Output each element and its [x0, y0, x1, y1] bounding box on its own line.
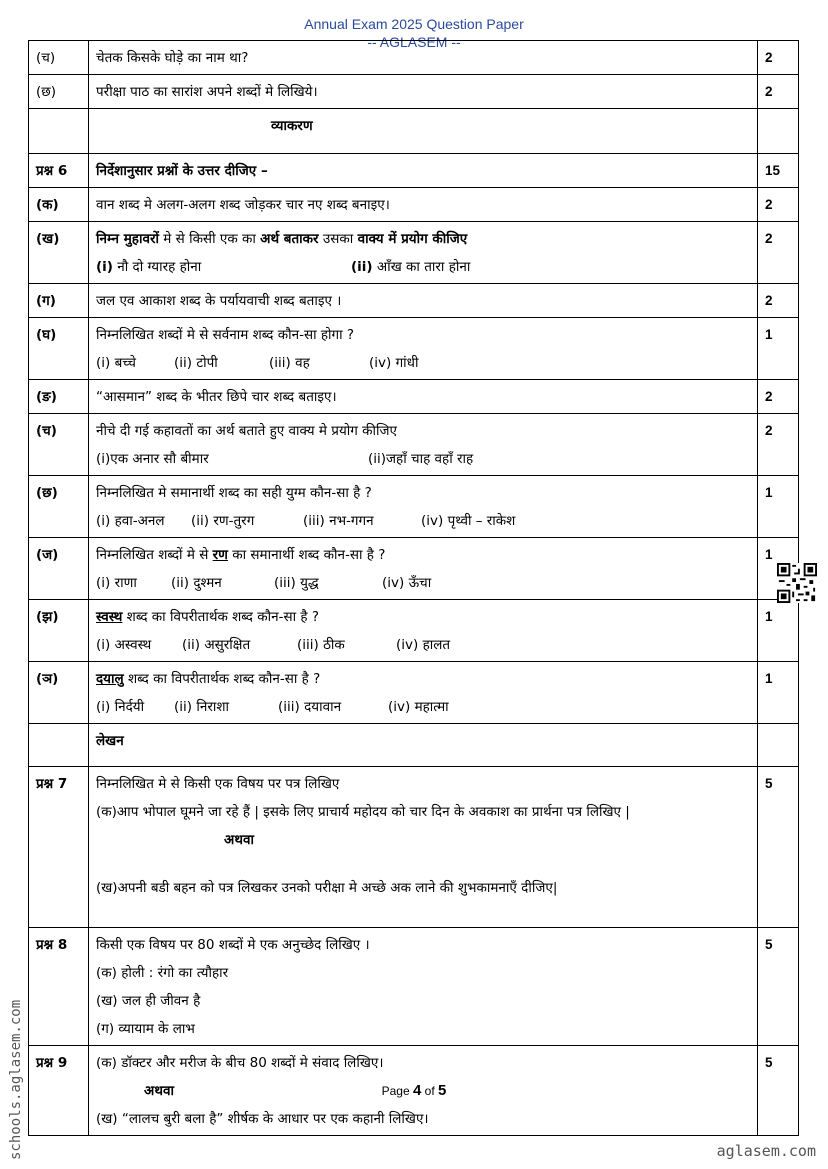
question-label: (छ): [29, 75, 89, 109]
marks-cell: 15: [758, 154, 799, 188]
option-number: (ii): [351, 259, 373, 275]
question-label: (घ): [29, 318, 89, 380]
table-row: [29, 414, 799, 476]
page-total: 5: [438, 1082, 447, 1099]
marks-cell: 5: [758, 767, 799, 928]
text-fragment: शब्द का विपरीतार्थक शब्द कौन-सा है ?: [122, 609, 320, 625]
option-text: (i)एक अनार सौ बीमार: [96, 451, 209, 467]
key-word: स्वस्थ: [96, 609, 123, 625]
table-row: [29, 154, 799, 188]
question-label: (ञ): [29, 662, 89, 724]
table-row: [29, 222, 799, 284]
option-text: (ख)अपनी बडी बहन को पत्र लिखकर उनको परीक्षा मे अच्छे अक लाने की शुभकामनाएँ दीजिए|: [96, 880, 558, 896]
marks-cell: 5: [758, 928, 799, 1046]
option-text: (ii)जहाँ चाह वहाँ राह: [368, 451, 474, 467]
question-label: (ङ): [29, 380, 89, 414]
option-text: (iii) युद्ध: [274, 575, 319, 591]
question-text: [89, 476, 758, 538]
marks-cell: 1: [758, 600, 799, 662]
option-text: नौ दो ग्यारह होना: [112, 259, 202, 275]
question-label: (च): [29, 414, 89, 476]
of-word: of: [424, 1084, 435, 1098]
question-text: [89, 600, 758, 662]
key-word: दयालु: [96, 671, 124, 687]
brand-watermark: aglasem.com: [716, 1142, 816, 1160]
table-row: [29, 41, 799, 75]
table-row: [29, 476, 799, 538]
option-text: (क) होली : रंगो का त्यौहार: [96, 965, 229, 981]
key-word: रण: [212, 547, 228, 563]
bold-phrase: निम्न मुहावरों: [96, 231, 159, 247]
question-label: (ग): [29, 284, 89, 318]
table-row: [29, 380, 799, 414]
text-fragment: निम्नलिखित शब्दों मे से: [96, 547, 213, 563]
marks-cell: 1: [758, 662, 799, 724]
question-label: प्रश्न 6: [29, 154, 89, 188]
option-text: (ii) रण-तुरग: [191, 513, 255, 529]
option-text: (iv) गांधी: [369, 355, 419, 371]
table-row: [29, 928, 799, 1046]
section-heading-grammar: व्याकरण: [271, 118, 313, 134]
question-label: (झ): [29, 600, 89, 662]
question-label: प्रश्न 7: [29, 767, 89, 928]
marks-cell: 1: [758, 538, 799, 600]
question-line: किसी एक विषय पर 80 शब्दों मे एक अनुच्छेद लिखिए ।: [96, 937, 370, 953]
option-number: (i): [96, 259, 113, 275]
page-word: Page: [381, 1084, 410, 1098]
option-text: (i) निर्दयी: [96, 699, 145, 715]
table-row: [29, 662, 799, 724]
option-text: (iv) महात्मा: [388, 699, 449, 715]
section-heading-writing: लेखन: [96, 733, 124, 749]
question-text: चेतक किसके घोड़े का नाम था?: [89, 41, 758, 75]
question-label: प्रश्न 9: [29, 1046, 89, 1136]
exam-header-title: Annual Exam 2025 Question Paper: [304, 16, 524, 32]
question-label: (ख): [29, 222, 89, 284]
question-text: परीक्षा पाठ का सारांश अपने शब्दों मे लिखिये।: [89, 75, 758, 109]
marks-cell: 5: [758, 1046, 799, 1136]
text-fragment: का समानार्थी शब्द कौन-सा है ?: [227, 547, 386, 563]
option-text: (ख) जल ही जीवन है: [96, 993, 201, 1009]
option-text: (ii) टोपी: [174, 355, 218, 371]
question-label: प्रश्न 8: [29, 928, 89, 1046]
table-row: [29, 318, 799, 380]
option-text: (ii) असुरक्षित: [182, 637, 251, 653]
question-text: [89, 318, 758, 380]
table-row: [29, 284, 799, 318]
table-row: [29, 538, 799, 600]
table-row: [29, 767, 799, 928]
bold-phrase: वाक्य में प्रयोग कीजिए: [357, 231, 468, 247]
option-text: (iv) हालत: [396, 637, 451, 653]
table-row: [29, 188, 799, 222]
question-text: [89, 767, 758, 928]
question-label: (ज): [29, 538, 89, 600]
option-text: (क) डॉक्टर और मरीज के बीच 80 शब्दों मे संवाद लिखिए।: [96, 1055, 384, 1071]
option-text: (iv) ऊँचा: [382, 575, 432, 591]
table-row: [29, 600, 799, 662]
option-text: (iii) नभ-गगन: [303, 513, 374, 529]
question-table: [28, 40, 799, 1136]
question-text: [89, 222, 758, 284]
text-fragment: शब्द का विपरीतार्थक शब्द कौन-सा है ?: [123, 671, 321, 687]
question-text: वान शब्द मे अलग-अलग शब्द जोड़कर चार नए शब्द बनाइए।: [89, 188, 758, 222]
exam-header-subtitle: -- AGLASEM --: [367, 34, 461, 50]
question-text: जल एव आकाश शब्द के पर्यायवाची शब्द बताइए ।: [89, 284, 758, 318]
option-text: (iii) दयावान: [278, 699, 342, 715]
section-row-grammar: [29, 109, 799, 154]
option-text: (क)आप भोपाल घूमने जा रहे हैं | इसके लिए प्राचार्य महोदय को चार दिन के अवकाश का प्रार्थना पत्र लिखिए |: [96, 804, 630, 820]
option-text: (iv) पृथ्वी – राकेश: [421, 513, 516, 529]
option-text: (iii) ठीक: [297, 637, 345, 653]
option-text: (ख) “लालच बुरी बला है” शीर्षक के आधार पर एक कहानी लिखिए।: [96, 1111, 429, 1127]
section-row-writing: [29, 724, 799, 767]
option-text: (ii) निराशा: [174, 699, 230, 715]
side-watermark: schools.aglasem.com: [8, 999, 24, 1160]
marks-cell: 2: [758, 222, 799, 284]
question-text: [89, 414, 758, 476]
question-text: [89, 662, 758, 724]
option-text: (ग) व्यायाम के लाभ: [96, 1021, 195, 1037]
question-text: [89, 538, 758, 600]
option-text: (i) राणा: [96, 575, 137, 591]
marks-cell: 2: [758, 41, 799, 75]
question-line: निम्नलिखित मे से किसी एक विषय पर पत्र लिखिए: [96, 776, 340, 792]
marks-cell: 1: [758, 476, 799, 538]
qr-code-icon: [777, 563, 817, 603]
question-line: निम्नलिखित शब्दों मे से सर्वनाम शब्द कौन-सा होगा ?: [96, 327, 355, 343]
question-text: निर्देशानुसार प्रश्नों के उत्तर दीजिए –: [89, 154, 758, 188]
page-number: 4: [412, 1082, 422, 1099]
marks-cell: 2: [758, 414, 799, 476]
marks-cell: 2: [758, 284, 799, 318]
or-separator: अथवा: [144, 1083, 174, 1099]
question-label: (क): [29, 188, 89, 222]
option-text: (i) हवा-अनल: [96, 513, 165, 529]
option-text: (i) बच्चे: [96, 355, 136, 371]
question-line: निम्नलिखित मे समानार्थी शब्द का सही युग्म कौन-सा है ?: [96, 485, 372, 501]
marks-cell: 1: [758, 318, 799, 380]
question-text: “आसमान” शब्द के भीतर छिपे चार शब्द बताइए।: [89, 380, 758, 414]
option-text: (iii) वह: [269, 355, 310, 371]
question-label: (च): [29, 41, 89, 75]
marks-cell: 2: [758, 380, 799, 414]
option-text: (ii) दुश्मन: [171, 575, 222, 591]
marks-cell: 2: [758, 75, 799, 109]
or-separator: अथवा: [224, 832, 254, 848]
bold-phrase: अर्थ बताकर: [260, 231, 319, 247]
question-line: नीचे दी गई कहावतों का अर्थ बताते हुए वाक्य मे प्रयोग कीजिए: [96, 423, 398, 439]
option-text: आँख का तारा होना: [372, 259, 471, 275]
question-text: [89, 928, 758, 1046]
page-footer: [0, 1082, 828, 1099]
text-fragment: मे से किसी एक का: [159, 231, 261, 247]
question-label: (छ): [29, 476, 89, 538]
text-fragment: उसका: [318, 231, 358, 247]
option-text: (i) अस्वस्थ: [96, 637, 152, 653]
table-row: [29, 75, 799, 109]
marks-cell: 2: [758, 188, 799, 222]
